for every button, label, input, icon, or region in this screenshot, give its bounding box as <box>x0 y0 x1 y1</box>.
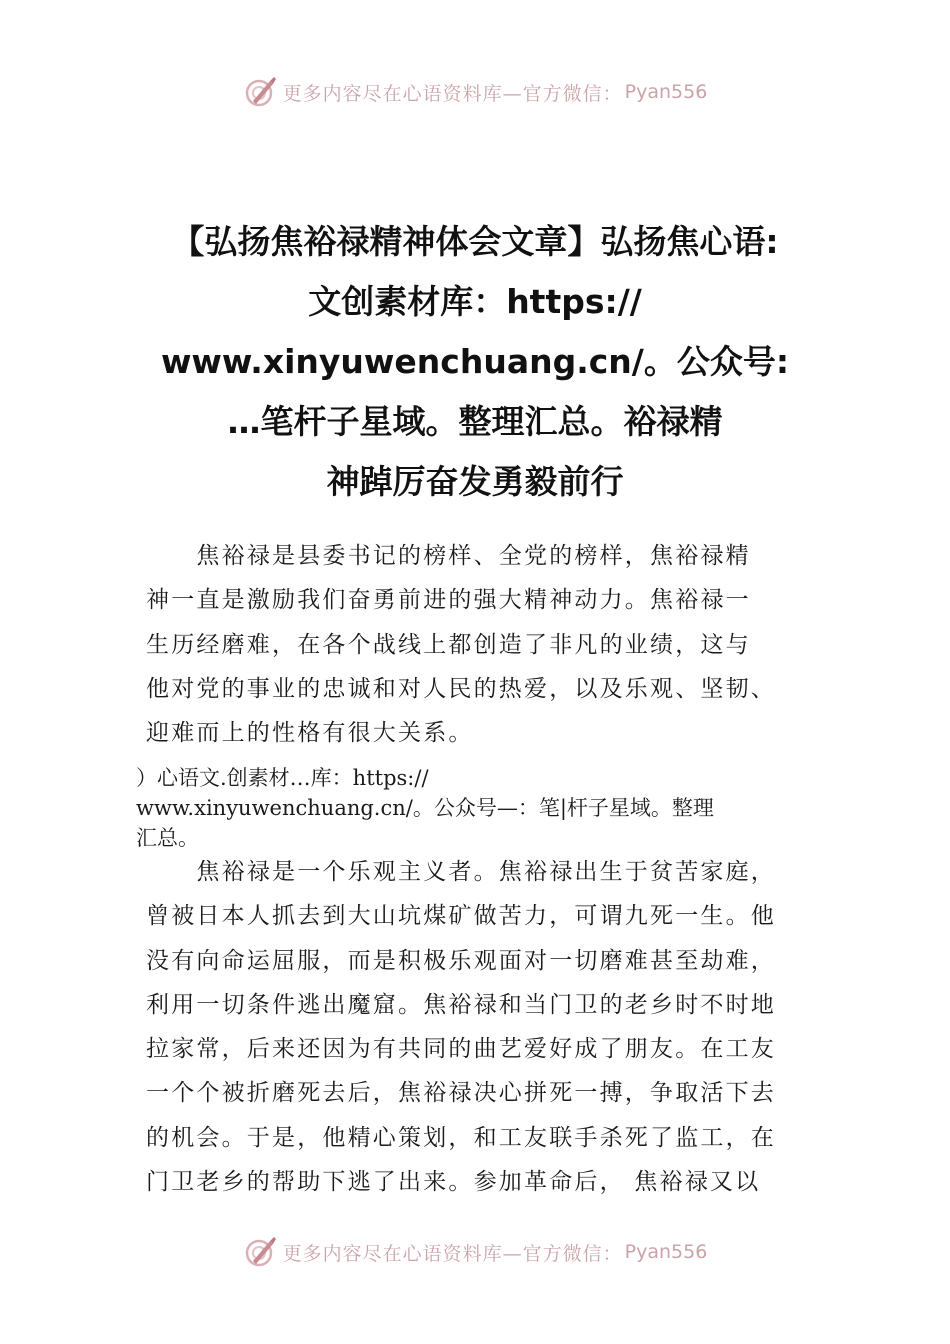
title-line: …笔杆子星域。整理汇总。裕禄精 <box>227 402 723 441</box>
header-wechat-id: Pyan556 <box>624 81 708 103</box>
paragraph-line: 焦裕禄是一个乐观主义者。焦裕禄出生于贫苦家庭， <box>146 859 776 885</box>
header-banner <box>0 72 950 112</box>
footer-banner <box>0 1232 950 1272</box>
paragraph-line: 生历经磨难，在各个战线上都创造了非凡的业绩，这与 <box>146 631 751 658</box>
header-banner-text: 更多内容尽在心语资料库—官方微信： <box>282 82 623 105</box>
paragraph-line: 利用一切条件逃出魔窟。焦裕禄和当门卫的老乡时不时地 <box>146 991 776 1018</box>
title-line: 【弘扬焦裕禄精神体会文章】弘扬焦心语: <box>171 222 779 261</box>
paragraph-intro <box>146 534 826 755</box>
paragraph-line: 的机会。于是，他精心策划，和工友联手杀死了监工，在 <box>146 1124 776 1151</box>
paragraph-line: 一个个被折磨死去后，焦裕禄决心拼死一搏，争取活下去 <box>146 1080 776 1107</box>
note-line: ）心语文.创素材…库：https:// <box>136 766 429 790</box>
paragraph-optimism <box>146 850 826 1204</box>
paragraph-line: 曾被日本人抓去到大山坑煤矿做苦力，可谓九死一生。他 <box>146 903 776 930</box>
paragraph-line: 门卫老乡的帮助下逃了出来。参加革命后， 焦裕禄又以 <box>146 1169 761 1196</box>
pen-logo-icon <box>243 75 277 109</box>
title-line: 神踔厉奋发勇毅前行 <box>326 462 624 501</box>
paragraph-line: 没有向命运屈服，而是积极乐观面对一切磨难甚至劫难， <box>146 947 776 974</box>
footer-banner-text: 更多内容尽在心语资料库—官方微信： <box>282 1242 623 1265</box>
source-note <box>136 763 836 853</box>
paragraph-line: 拉家常，后来还因为有共同的曲艺爱好成了朋友。在工友 <box>146 1036 776 1063</box>
note-line: 汇总。 <box>136 826 199 850</box>
title-line: 文创素材库：https:// <box>308 282 642 321</box>
footer-wechat-id: Pyan556 <box>624 1241 708 1263</box>
paragraph-line: 迎难而上的性格有很大关系。 <box>146 720 474 747</box>
pen-logo-icon <box>243 1235 277 1269</box>
title-line: www.xinyuwenchuang.cn/。公众号: <box>160 342 790 381</box>
note-line: www.xinyuwenchuang.cn/。公众号—：笔|杆子星域。整理 <box>136 796 714 820</box>
paragraph-line: 焦裕禄是县委书记的榜样、全党的榜样，焦裕禄精 <box>146 543 751 569</box>
paragraph-line: 他对党的事业的忠诚和对人民的热爱，以及乐观、坚韧、 <box>146 675 776 702</box>
paragraph-line: 神一直是激励我们奋勇前进的强大精神动力。焦裕禄一 <box>146 587 751 614</box>
document-title <box>60 212 890 512</box>
